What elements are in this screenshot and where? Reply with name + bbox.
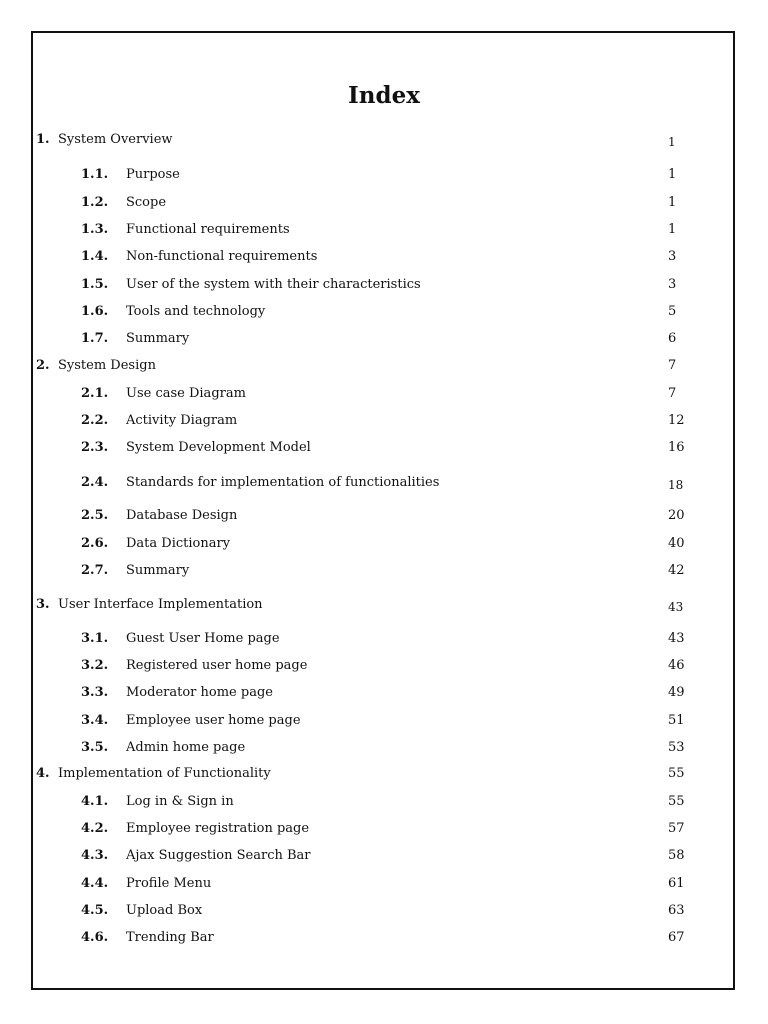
item-label: Employee registration page	[126, 821, 310, 836]
item-label: Purpose	[126, 167, 180, 182]
page-number: 53	[668, 740, 685, 755]
section-label: System Overview	[58, 132, 173, 147]
page-number: 49	[668, 685, 685, 700]
section-label: Implementation of Functionality	[58, 766, 271, 781]
page-number: 1	[668, 222, 677, 237]
item-number: 2.7.	[81, 563, 109, 578]
item-label: Functional requirements	[126, 222, 290, 237]
toc-item-2-1[interactable]	[0, 384, 768, 404]
item-label: Activity Diagram	[126, 413, 238, 428]
section-number: 1.	[36, 132, 50, 147]
item-number: 3.5.	[81, 740, 109, 755]
page-number: 46	[668, 658, 685, 673]
item-number: 1.2.	[81, 195, 109, 210]
item-number: 3.2.	[81, 658, 109, 673]
item-label: System Development Model	[126, 440, 311, 455]
page-number: 40	[668, 536, 685, 551]
item-label: Non-functional requirements	[126, 249, 318, 264]
page-number: 1	[668, 195, 677, 210]
toc-item-1-7[interactable]	[0, 329, 768, 349]
page-number: 42	[668, 563, 685, 578]
section-label: User Interface Implementation	[58, 597, 263, 612]
item-number: 1.3.	[81, 222, 109, 237]
page-number: 3	[668, 249, 677, 264]
item-number: 4.6.	[81, 930, 109, 945]
toc-item-1-1[interactable]	[0, 165, 768, 185]
toc-item-2-4[interactable]	[0, 473, 768, 493]
page-number: 16	[668, 440, 685, 455]
page-number: 12	[668, 413, 685, 428]
page-number: 6	[668, 331, 677, 346]
page-number: 5	[668, 304, 677, 319]
page-number: 7	[668, 386, 677, 401]
toc-item-2-6[interactable]	[0, 534, 768, 554]
page-number: 63	[668, 903, 685, 918]
item-number: 4.2.	[81, 821, 109, 836]
toc-item-1-6[interactable]	[0, 302, 768, 322]
toc-item-1-2[interactable]	[0, 193, 768, 213]
toc-item-3-3[interactable]	[0, 683, 768, 703]
item-label: Log in & Sign in	[126, 794, 234, 809]
item-number: 4.5.	[81, 903, 109, 918]
index-title: Index	[348, 82, 420, 109]
item-label: Summary	[126, 331, 190, 346]
item-label: Summary	[126, 563, 190, 578]
page-number: 43	[668, 600, 684, 614]
toc-section-3[interactable]	[0, 595, 768, 615]
item-label: Registered user home page	[126, 658, 308, 673]
toc-item-1-3[interactable]	[0, 220, 768, 240]
item-number: 3.3.	[81, 685, 109, 700]
item-number: 1.6.	[81, 304, 109, 319]
toc-item-4-5[interactable]	[0, 901, 768, 921]
page-number: 1	[668, 167, 677, 182]
item-label: Database Design	[126, 508, 238, 523]
page-number: 7	[668, 358, 677, 373]
item-label: Moderator home page	[126, 685, 273, 700]
item-number: 2.4.	[81, 475, 109, 490]
toc-item-1-4[interactable]	[0, 247, 768, 267]
toc-item-2-7[interactable]	[0, 561, 768, 581]
page-number: 1	[668, 135, 676, 149]
section-number: 2.	[36, 358, 50, 373]
item-label: Upload Box	[126, 903, 203, 918]
item-number: 4.1.	[81, 794, 109, 809]
item-label: Data Dictionary	[126, 536, 231, 551]
toc-item-2-5[interactable]	[0, 506, 768, 526]
item-number: 2.2.	[81, 413, 109, 428]
toc-item-4-6[interactable]	[0, 928, 768, 948]
toc-item-3-4[interactable]	[0, 711, 768, 731]
item-label: Trending Bar	[126, 930, 214, 945]
toc-item-4-4[interactable]	[0, 874, 768, 894]
item-number: 1.1.	[81, 167, 109, 182]
toc-item-3-5[interactable]	[0, 738, 768, 758]
item-label: Scope	[126, 195, 167, 210]
toc-item-4-3[interactable]	[0, 846, 768, 866]
toc-item-1-5[interactable]	[0, 275, 768, 295]
toc-item-2-2[interactable]	[0, 411, 768, 431]
item-number: 1.5.	[81, 277, 109, 292]
item-number: 4.4.	[81, 876, 109, 891]
item-label: Use case Diagram	[126, 386, 246, 401]
page-number: 67	[668, 930, 685, 945]
page-number: 43	[668, 631, 685, 646]
page-number: 51	[668, 713, 685, 728]
item-number: 4.3.	[81, 848, 109, 863]
section-label: System Design	[58, 358, 156, 373]
item-label: Admin home page	[126, 740, 246, 755]
section-number: 3.	[36, 597, 50, 612]
item-label: User of the system with their characteristics	[126, 277, 421, 292]
toc-item-3-1[interactable]	[0, 629, 768, 649]
item-number: 3.4.	[81, 713, 109, 728]
item-number: 3.1.	[81, 631, 109, 646]
toc-item-4-2[interactable]	[0, 819, 768, 839]
item-label: Tools and technology	[126, 304, 266, 319]
item-number: 2.6.	[81, 536, 109, 551]
item-label: Ajax Suggestion Search Bar	[126, 848, 311, 863]
toc-item-2-3[interactable]	[0, 438, 768, 458]
item-number: 1.4.	[81, 249, 109, 264]
item-number: 1.7.	[81, 331, 109, 346]
section-number: 4.	[36, 766, 50, 781]
toc-item-4-1[interactable]	[0, 792, 768, 812]
page-number: 18	[668, 478, 684, 492]
page-number: 58	[668, 848, 685, 863]
page-number: 55	[668, 766, 685, 781]
item-label: Standards for implementation of functionalities	[126, 475, 440, 490]
toc-item-3-2[interactable]	[0, 656, 768, 676]
item-label: Profile Menu	[126, 876, 212, 891]
page-number: 55	[668, 794, 685, 809]
item-number: 2.3.	[81, 440, 109, 455]
item-label: Employee user home page	[126, 713, 301, 728]
item-number: 2.5.	[81, 508, 109, 523]
toc-section-2[interactable]	[0, 356, 768, 376]
page-number: 20	[668, 508, 685, 523]
page-number: 57	[668, 821, 685, 836]
item-label: Guest User Home page	[126, 631, 280, 646]
toc-section-4[interactable]	[0, 764, 768, 784]
item-number: 2.1.	[81, 386, 109, 401]
toc-section-1[interactable]	[0, 130, 768, 150]
page-number: 61	[668, 876, 685, 891]
page-number: 3	[668, 277, 677, 292]
